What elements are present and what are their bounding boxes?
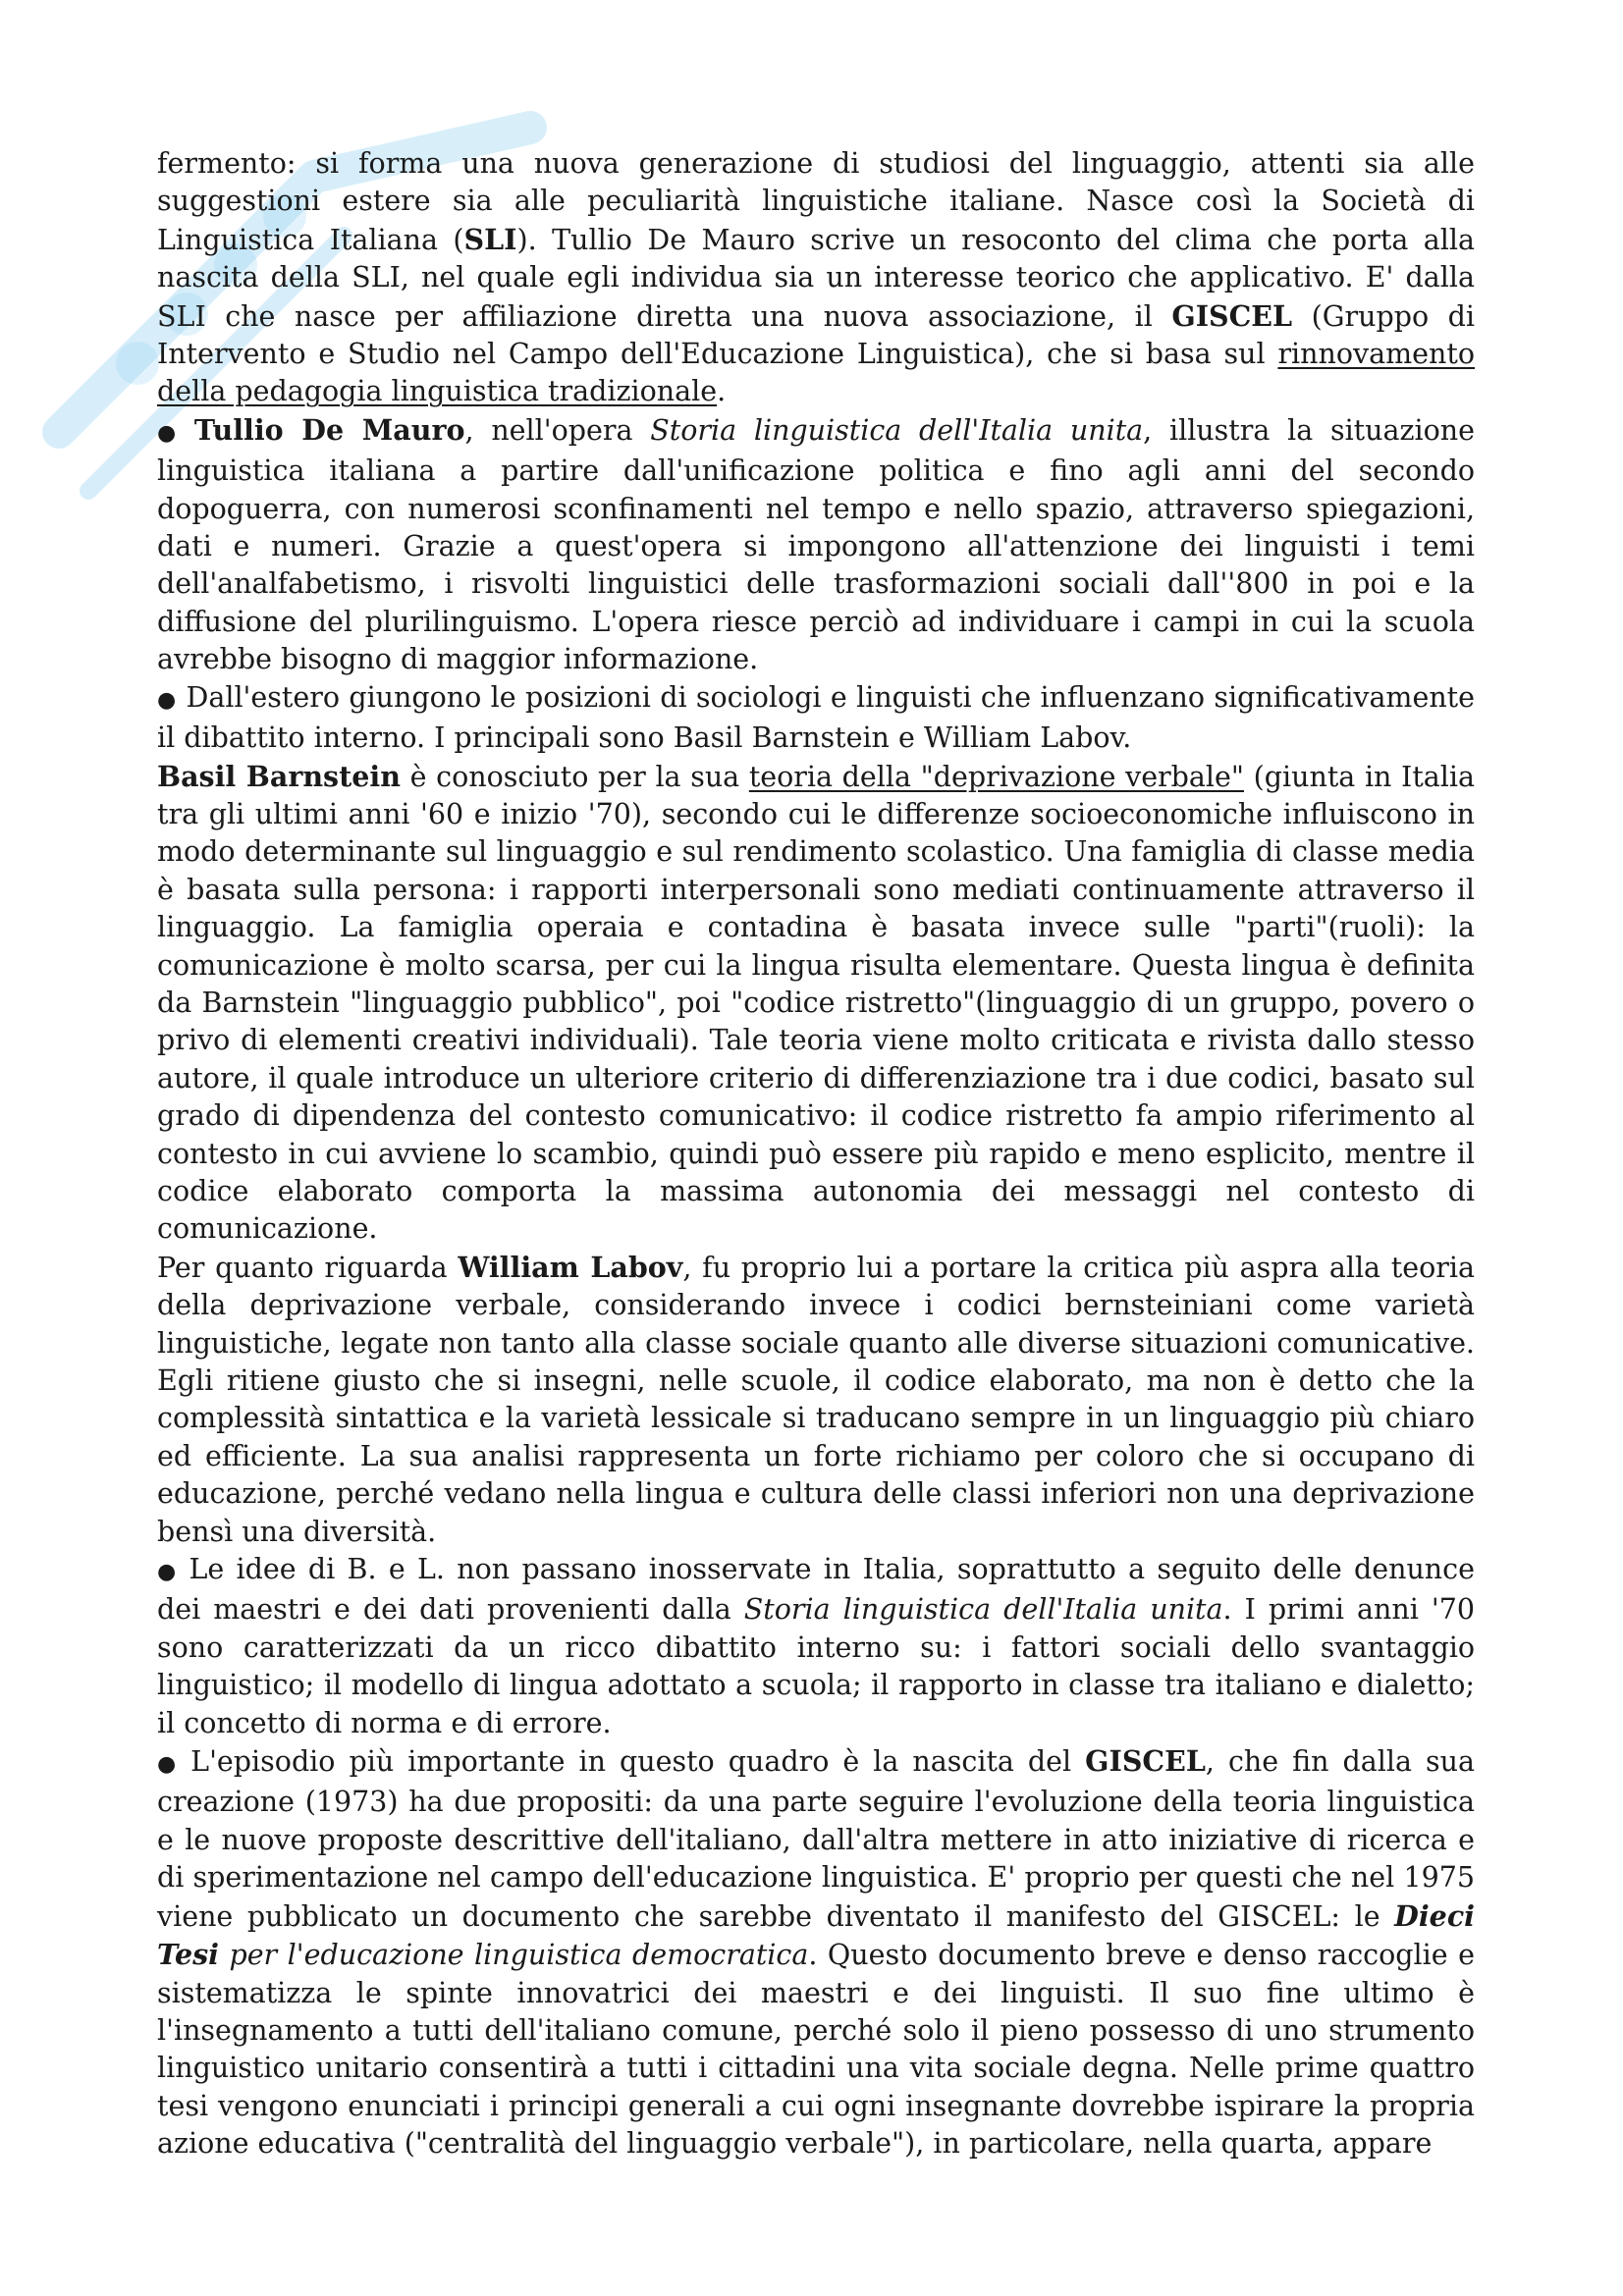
bullet-icon: ●	[157, 1560, 180, 1585]
bullet-icon: ●	[157, 687, 177, 713]
title-educazione-democratica: per l'educazione linguistica democratica	[218, 1939, 809, 1972]
text: Dall'estero giungono le posizioni di sociologi e linguisti che influenzano significativamente il dibattito interno. I principali sono Basil Barnstein e William Labov.	[157, 680, 1476, 755]
document-page	[157, 145, 1475, 2163]
underlined-deprivazione: teoria della "deprivazione verbale"	[748, 760, 1245, 793]
paragraph-idee-b-l	[157, 1551, 1475, 1742]
text: è conosciuto per la sua	[400, 760, 749, 793]
title-storia-linguistica: Storia linguistica dell'Italia unita	[650, 413, 1144, 447]
name-barnstein: Basil Barnstein	[157, 759, 401, 793]
text: , fu proprio lui a portare la critica più aspra alla teoria della deprivazione verbale, considerando invece i codici bernsteiniani come varietà linguistiche, legate non tanto alla classe sociale quanto alle diverse situazioni comunicative. Egli ritiene giusto che si insegni, nelle scuole, il codice elaborato, ma non è detto che la complessità sintattica e la varietà lessicale si traducano sempre in un linguaggio più chiaro ed efficiente. La sua analisi rappresenta un forte richiamo per coloro che si occupano di educazione, perché vedano nella lingua e cultura delle classi inferiori non una deprivazione bensì una diversità.	[157, 1251, 1475, 1548]
bullet-icon: ●	[157, 1752, 182, 1778]
underlined-rinnovamento: rinnovamento della pedagogia linguistica tradizionale	[157, 338, 1475, 408]
title-storia-linguistica: Storia linguistica dell'Italia unita	[743, 1593, 1223, 1627]
term-giscel: GISCEL	[1171, 298, 1293, 333]
paragraph-sli-giscel	[157, 145, 1475, 411]
text: L'episodio più importante in questo quadro è la nascita del	[190, 1745, 1086, 1779]
paragraph-dall-estero	[157, 679, 1475, 758]
text: . Questo documento breve e denso raccoglie e sistematizza le spinte innovatrici dei maestri e dei linguisti. Il suo fine ultimo è l'insegnamento a tutti dell'italiano comune, perché solo il pieno possesso di uno strumento linguistico unitario consentirà a tutti i cittadini una vita sociale degna. Nelle prime quattro tesi vengono enunciati i principi generali a cui ogni insegnante dovrebbe ispirare la propria azione educativa ("centralità del linguaggio verbale"), in particolare, nella quarta, appare	[157, 1939, 1475, 2161]
paragraph-barnstein	[157, 758, 1475, 1249]
term-giscel: GISCEL	[1085, 1744, 1206, 1779]
text: (giunta in Italia tra gli ultimi anni '60 e inizio '70), secondo cui le differenze socioeconomiche influiscono in modo determinante sul linguaggio e sul rendimento scolastico. Una famiglia di classe media è basata sulla persona: i rapporti interpersonali sono mediati continuamente attraverso il linguaggio. La famiglia operaia e contadina è basata invece sulle "parti"(ruoli): la comunicazione è molto scarsa, per cui la lingua risulta elementare. Questa lingua è definita da Barnstein "linguaggio pubblico", poi "codice ristretto"(linguaggio di un gruppo, povero o privo di elementi creativi individuali). Tale teoria viene molto criticata e rivista dallo stesso autore, il quale introduce un ulteriore criterio di differenziazione tra i due codici, basato sul grado di dipendenza del contesto comunicativo: il codice ristretto fa ampio riferimento al contesto in cui avviene lo scambio, quindi può essere più rapido e meno esplicito, mentre il codice elaborato comporta la massima autonomia dei messaggi nel contesto di comunicazione.	[157, 760, 1475, 1246]
text: fermento: si forma una nuova generazione di studiosi del linguaggio, attenti sia alle suggestioni estere sia alle peculiarità linguistiche italiane. Nasce così la Società di Linguistica Italiana (	[157, 147, 1475, 256]
title-dieci-tesi: Dieci Tesi	[157, 1898, 1475, 1972]
text: , illustra la situazione linguistica italiana a partire dall'unificazione politica e fino agli anni del secondo dopoguerra, con numerosi sconfinamenti nel tempo e nello spazio, attraverso spiegazioni, dati e numeri. Grazie a quest'opera si impongono all'attenzione dei linguisti i temi dell'analfabetismo, i risvolti linguistici delle trasformazioni sociali dall''800 in poi e la diffusione del plurilinguismo. L'opera riesce perciò ad individuare i campi in cui la scuola avrebbe bisogno di maggior informazione.	[157, 413, 1475, 676]
text: . I primi anni '70 sono caratterizzati da un ricco dibattito interno su: i fattori sociali dello svantaggio linguistico; il modello di lingua adottato a scuola; il rapporto in classe tra italiano e dialetto; il concetto di norma e di errore.	[157, 1593, 1475, 1739]
paragraph-giscel-nascita	[157, 1742, 1475, 2163]
term-sli: SLI	[463, 222, 517, 256]
name-de-mauro: Tullio De Mauro	[193, 412, 465, 447]
text: , che fin dalla sua creazione (1973) ha due propositi: da una parte seguire l'evoluzione della teoria linguistica e le nuove proposte descrittive dell'italiano, dall'altra mettere in atto iniziative di ricerca e di sperimentazione nel campo dell'educazione linguistica. E' proprio per questi che nel 1975 viene pubblicato un documento che sarebbe diventato il manifesto del GISCEL: le	[157, 1745, 1475, 1933]
text: Per quanto riguarda	[157, 1251, 459, 1284]
text: ). Tullio De Mauro scrive un resoconto del clima che porta alla nascita della SLI, nel quale egli individua sia un interesse teorico che applicativo. E' dalla SLI che nasce per affiliazione diretta una nuova associazione, il	[157, 223, 1476, 333]
text: (Gruppo di Intervento e Studio nel Campo dell'Educazione Linguistica), che si basa sul	[157, 299, 1475, 371]
text: .	[717, 375, 727, 408]
name-labov: William Labov	[458, 1250, 683, 1284]
bullet-icon: ●	[157, 420, 185, 446]
paragraph-labov	[157, 1249, 1475, 1551]
paragraph-de-mauro	[157, 411, 1475, 679]
watermark-mark-1	[116, 342, 159, 385]
text: , nell'opera	[464, 413, 651, 447]
text: Le idee di B. e L. non passano inosservate in Italia, soprattutto a seguito delle denunce dei maestri e dei dati provenienti dalla	[157, 1553, 1475, 1627]
